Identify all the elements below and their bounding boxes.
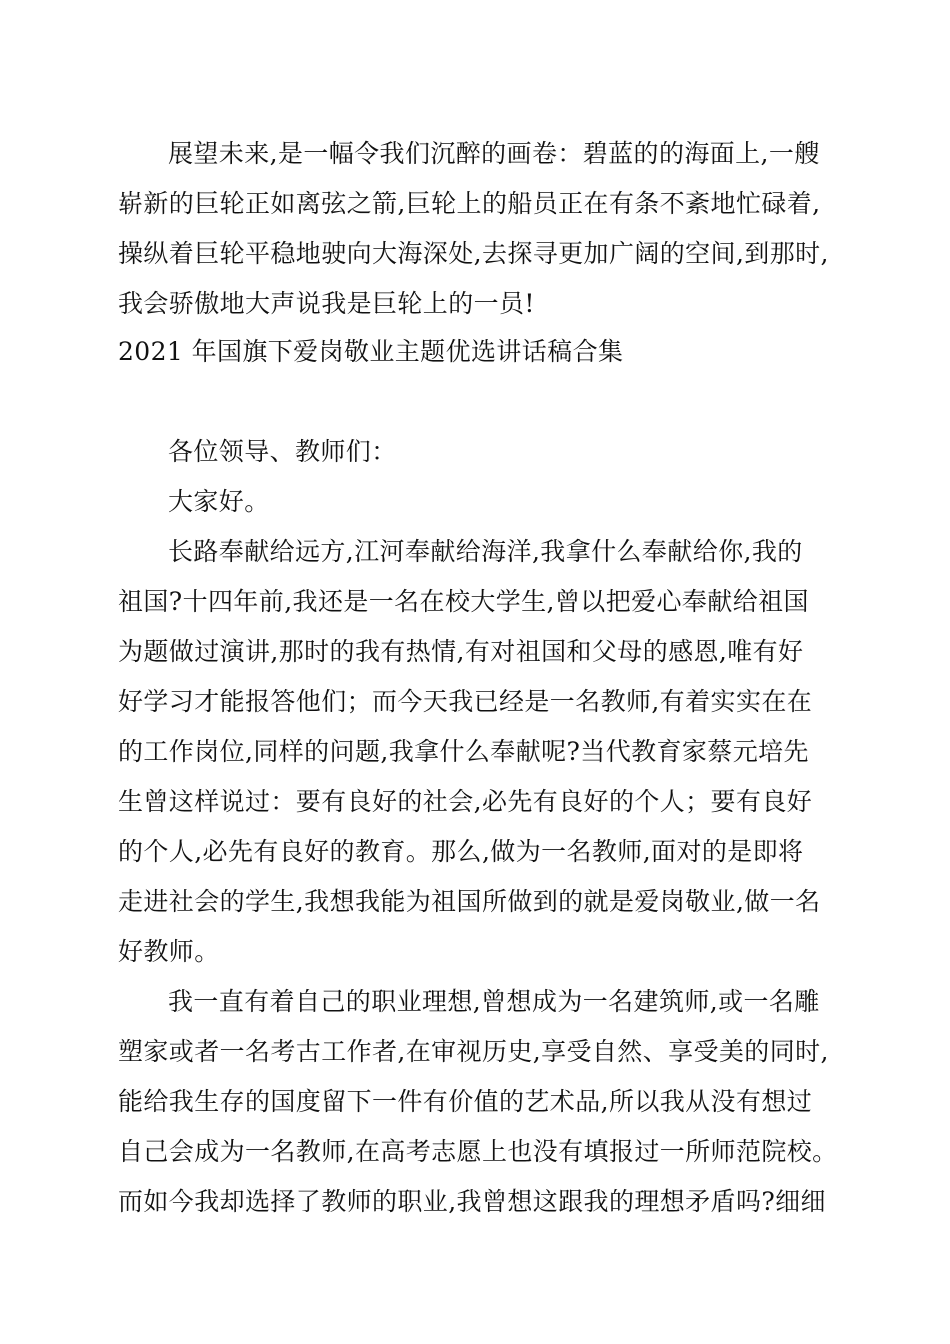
paragraph-line: 我一直有着自己的职业理想,曾想成为一名建筑师,或一名雕 — [168, 987, 820, 1016]
greeting: 大家好。 — [168, 487, 270, 516]
paragraph-line: 祖国?十四年前,我还是一名在校大学生,曾以把爱心奉献给祖国 — [118, 587, 809, 616]
paragraph-line: 自己会成为一名教师,在高考志愿上也没有填报过一所师范院校。 — [118, 1137, 838, 1166]
paragraph-line: 展望未来,是一幅令我们沉醉的画卷：碧蓝的的海面上,一艘 — [168, 139, 820, 168]
paragraph-line: 生曾这样说过：要有良好的社会,必先有良好的个人；要有良好 — [118, 787, 813, 816]
paragraph-line: 能给我生存的国度留下一件有价值的艺术品,所以我从没有想过 — [118, 1087, 813, 1116]
paragraph-line: 长路奉献给远方,江河奉献给海洋,我拿什么奉献给你,我的 — [168, 537, 803, 566]
paragraph-line: 好学习才能报答他们；而今天我已经是一名教师,有着实实在在 — [118, 687, 813, 716]
paragraph-line: 好教师。 — [118, 937, 220, 966]
paragraph-line: 而如今我却选择了教师的职业,我曾想这跟我的理想矛盾吗?细细 — [118, 1187, 826, 1216]
paragraph-line: 为题做过演讲,那时的我有热情,有对祖国和父母的感恩,唯有好 — [118, 637, 804, 666]
salutation: 各位领导、教师们： — [168, 437, 397, 466]
paragraph-line: 我会骄傲地大声说我是巨轮上的一员! — [118, 289, 535, 318]
document-title: 2021 年国旗下爱岗敬业主题优选讲话稿合集 — [118, 337, 624, 366]
paragraph-line: 的工作岗位,同样的问题,我拿什么奉献呢?当代教育家蔡元培先 — [118, 737, 809, 766]
paragraph-line: 走进社会的学生,我想我能为祖国所做到的就是爱岗敬业,做一名 — [118, 887, 821, 916]
paragraph-line: 崭新的巨轮正如离弦之箭,巨轮上的船员正在有条不紊地忙碌着, — [118, 189, 821, 218]
paragraph-line: 塑家或者一名考古工作者,在审视历史,享受自然、享受美的同时, — [118, 1037, 829, 1066]
paragraph-line: 的个人,必先有良好的教育。那么,做为一名教师,面对的是即将 — [118, 837, 804, 866]
paragraph-line: 操纵着巨轮平稳地驶向大海深处,去探寻更加广阔的空间,到那时, — [118, 239, 829, 268]
